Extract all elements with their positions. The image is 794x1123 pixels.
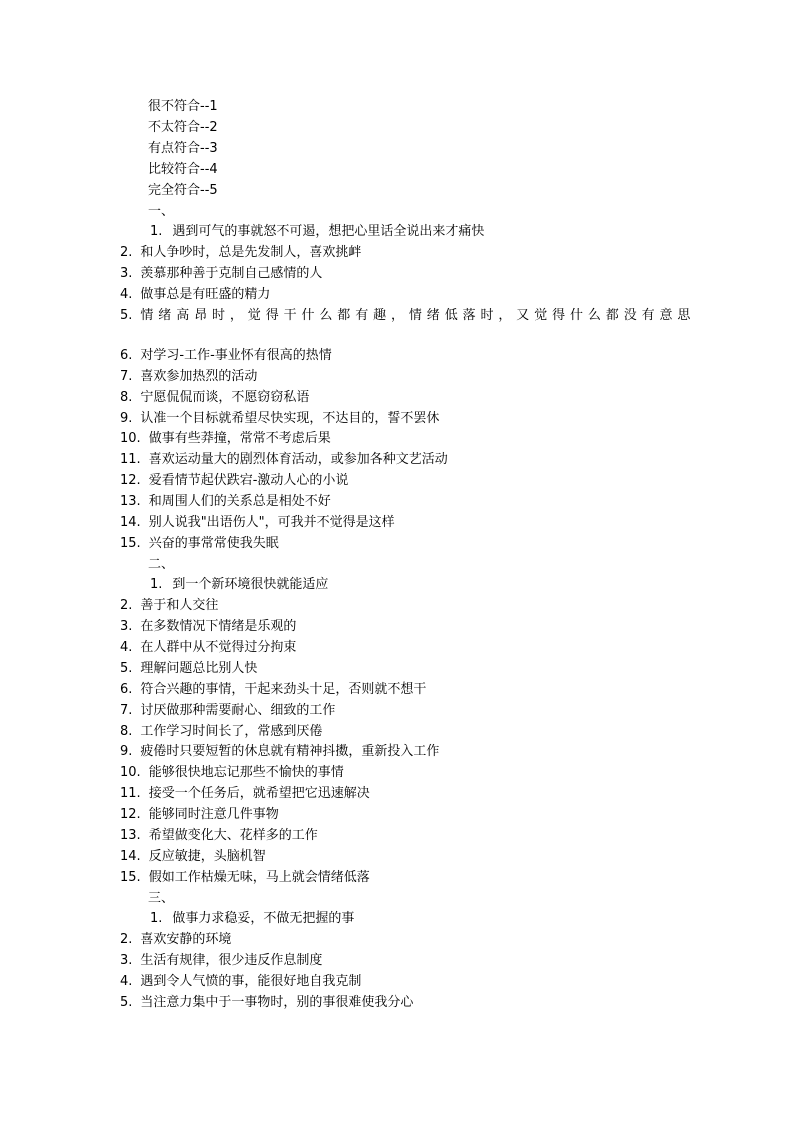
list-item: 2. 善于和人交往 xyxy=(120,598,219,613)
list-item: 1. 做事力求稳妥，不做无把握的事 xyxy=(150,911,355,926)
list-item: 1. 到一个新环境很快就能适应 xyxy=(150,577,329,592)
section-heading-1: 一、 xyxy=(148,204,175,219)
list-item: 12. 爱看情节起伏跌宕-激动人心的小说 xyxy=(120,473,349,488)
list-item: 6. 对学习-工作-事业怀有很高的热情 xyxy=(120,348,332,363)
list-item: 3. 在多数情况下情绪是乐观的 xyxy=(120,619,297,634)
list-item: 9. 疲倦时只要短暂的休息就有精神抖擞，重新投入工作 xyxy=(120,744,440,759)
list-item: 3. 生活有规律，很少违反作息制度 xyxy=(120,953,323,968)
list-item: 11. 喜欢运动量大的剧烈体育活动，或参加各种文艺活动 xyxy=(120,452,448,467)
section-heading-3: 三、 xyxy=(148,891,175,906)
list-item: 12. 能够同时注意几件事物 xyxy=(120,807,279,822)
list-item: 2. 喜欢安静的环境 xyxy=(120,932,232,947)
list-item: 4. 在人群中从不觉得过分拘束 xyxy=(120,640,297,655)
list-item: 7. 喜欢参加热烈的活动 xyxy=(120,369,258,384)
list-item: 13. 和周围人们的关系总是相处不好 xyxy=(120,494,331,509)
list-item: 5. 情绪高昂时，觉得干什么都有趣，情绪低落时，又觉得什么都没有意思 xyxy=(120,308,696,323)
list-item: 1. 遇到可气的事就怒不可遏，想把心里话全说出来才痛快 xyxy=(150,224,485,239)
list-item: 3. 羡慕那种善于克制自己感情的人 xyxy=(120,266,323,281)
list-item: 10. 能够很快地忘记那些不愉快的事情 xyxy=(120,765,344,780)
scale-label-5: 完全符合--5 xyxy=(148,183,218,198)
scale-label-1: 很不符合--1 xyxy=(148,99,218,114)
list-item: 7. 讨厌做那种需要耐心、细致的工作 xyxy=(120,703,336,718)
list-item: 14. 反应敏捷，头脑机智 xyxy=(120,849,266,864)
list-item: 4. 做事总是有旺盛的精力 xyxy=(120,287,271,302)
list-item: 11. 接受一个任务后，就希望把它迅速解决 xyxy=(120,786,370,801)
list-item: 10. 做事有些莽撞，常常不考虑后果 xyxy=(120,431,331,446)
section-heading-2: 二、 xyxy=(148,557,175,572)
list-item: 9. 认准一个目标就希望尽快实现，不达目的，誓不罢休 xyxy=(120,411,440,426)
scale-label-3: 有点符合--3 xyxy=(148,141,218,156)
list-item: 5. 当注意力集中于一事物时，别的事很难使我分心 xyxy=(120,995,414,1010)
scale-label-4: 比较符合--4 xyxy=(148,162,218,177)
list-item: 5. 理解问题总比别人快 xyxy=(120,661,258,676)
list-item: 14. 别人说我"出语伤人"，可我并不觉得是这样 xyxy=(120,515,395,530)
list-item: 15. 假如工作枯燥无味，马上就会情绪低落 xyxy=(120,870,370,885)
list-item: 4. 遇到令人气愤的事，能很好地自我克制 xyxy=(120,974,362,989)
list-item: 8. 宁愿侃侃而谈，不愿窃窃私语 xyxy=(120,390,310,405)
list-item: 8. 工作学习时间长了，常感到厌倦 xyxy=(120,724,323,739)
list-item: 15. 兴奋的事常常使我失眠 xyxy=(120,536,279,551)
list-item: 2. 和人争吵时，总是先发制人，喜欢挑衅 xyxy=(120,245,362,260)
scale-label-2: 不太符合--2 xyxy=(148,120,218,135)
list-item: 6. 符合兴趣的事情，干起来劲头十足，否则就不想干 xyxy=(120,682,427,697)
list-item: 13. 希望做变化大、花样多的工作 xyxy=(120,828,318,843)
